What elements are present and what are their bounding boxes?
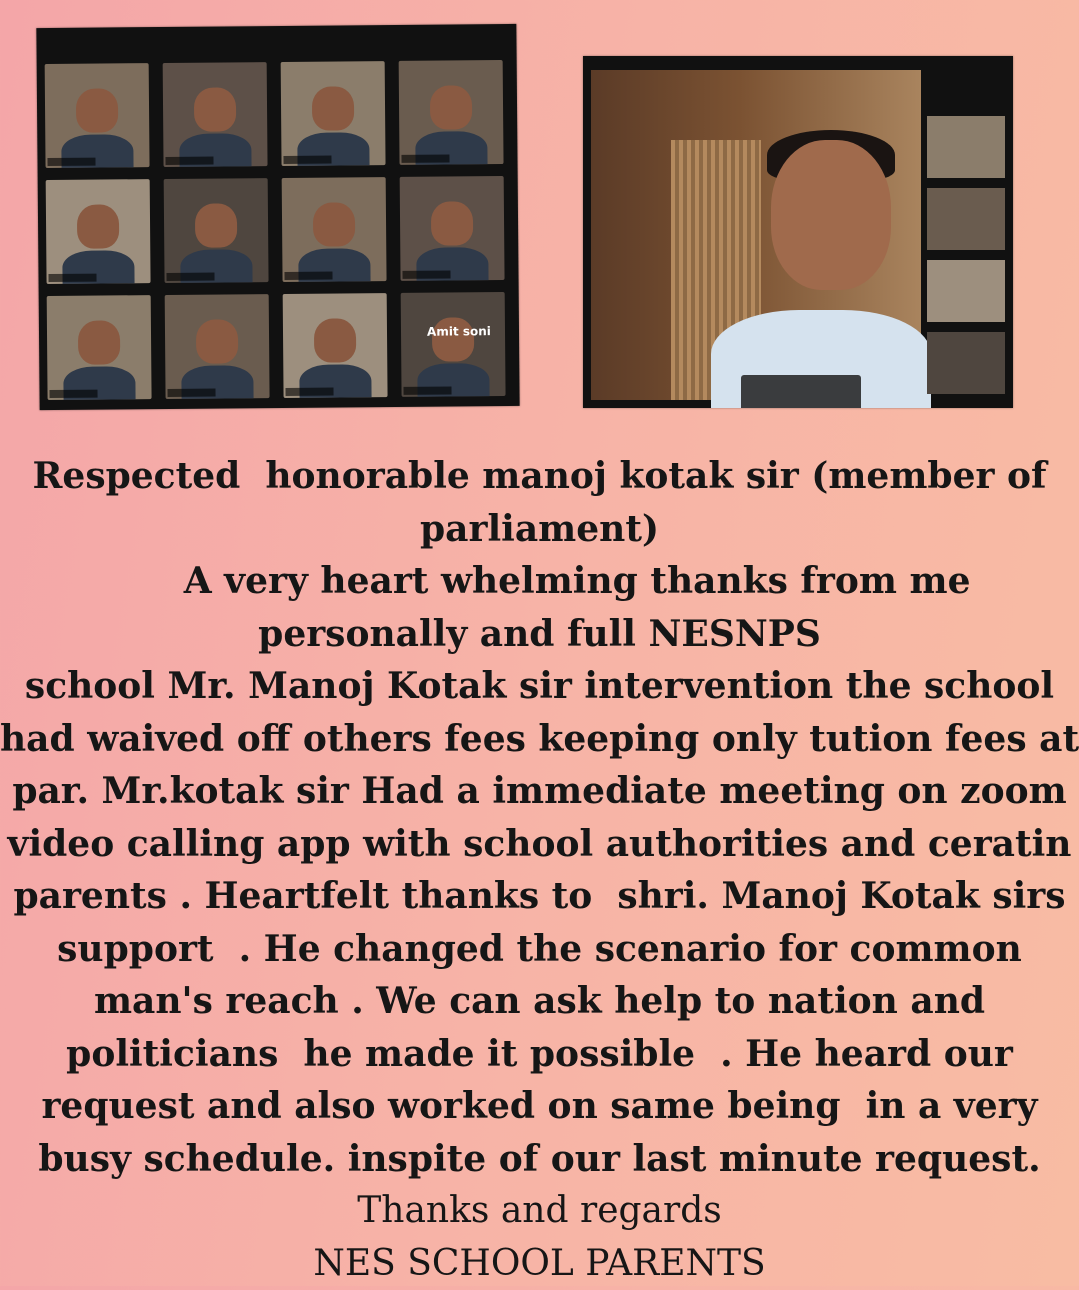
message-line: man's reach . We can ask help to nation and (0, 975, 1079, 1028)
message-line: parents . Heartfelt thanks to shri. Manoj Kotak sirs (0, 870, 1079, 923)
zoom-speaker-photo (583, 56, 1013, 408)
participant-tile (281, 61, 386, 166)
speaker-video (591, 70, 921, 400)
message-line: request and also worked on same being in a very (0, 1080, 1079, 1133)
participant-tile (165, 294, 270, 399)
participant-name-tag (284, 272, 332, 280)
participant-tile (283, 293, 388, 398)
participant-name-tag (285, 388, 333, 396)
side-participant-tile (927, 116, 1005, 178)
message-line: school Mr. Manoj Kotak sir intervention the school (0, 660, 1079, 713)
participant-face (195, 203, 237, 247)
side-participant-tile (927, 260, 1005, 322)
side-participant-tile (927, 188, 1005, 250)
participant-face (76, 88, 118, 132)
message-line: video calling app with school authorities and ceratin (0, 818, 1079, 871)
signature: NES SCHOOL PARENTS (0, 1238, 1079, 1290)
participant-tile (47, 295, 152, 400)
zoom-grid-photo (36, 24, 519, 410)
message-line: personally and full NESNPS (0, 608, 1079, 661)
participant-tile (45, 63, 150, 168)
message-line: par. Mr.kotak sir Had a immediate meeting on zoom (0, 765, 1079, 818)
message-line: support . He changed the scenario for common (0, 923, 1079, 976)
speaker-face (771, 140, 891, 290)
participant-face (78, 320, 120, 364)
participant-name-tag (165, 157, 213, 165)
side-participant-strip (927, 116, 1007, 406)
participant-tile (400, 176, 505, 281)
message-line: busy schedule. inspite of our last minute request. (0, 1133, 1079, 1186)
participant-name-tag (48, 274, 96, 282)
participant-tile (282, 177, 387, 282)
thank-you-message (0, 450, 1079, 1290)
participant-name-tag (50, 390, 98, 398)
participant-tile (163, 62, 268, 167)
signoff: Thanks and regards (0, 1185, 1079, 1238)
participant-face (194, 87, 236, 131)
participant-face (430, 85, 472, 129)
participant-face (313, 202, 355, 246)
participant-name-tag (402, 270, 450, 278)
participant-tile (46, 179, 151, 284)
participant-face (431, 201, 473, 245)
participant-tile (164, 178, 269, 283)
message-line: A very heart whelming thanks from me (0, 555, 1079, 608)
participant-face (77, 204, 119, 248)
participant-face (312, 86, 354, 130)
participant-name-tag (401, 155, 449, 163)
participant-face (196, 319, 238, 363)
participant-tile (401, 292, 506, 397)
message-line: had waived off others fees keeping only tution fees at (0, 713, 1079, 766)
participant-name-tag (403, 386, 451, 394)
participant-name-tag (283, 156, 331, 164)
participant-grid (36, 24, 516, 28)
participant-name-tag (167, 389, 215, 397)
participant-name-tag (47, 158, 95, 166)
participant-name-label: Amit soni (427, 324, 491, 339)
message-line: parliament) (0, 503, 1079, 556)
participant-tile (284, 409, 389, 410)
side-participant-tile (927, 332, 1005, 394)
participant-name-tag (166, 273, 214, 281)
participant-face (314, 318, 356, 362)
participant-tile (399, 60, 504, 165)
message-line: politicians he made it possible . He heard our (0, 1028, 1079, 1081)
chat-notification (741, 375, 861, 408)
message-line: Respected honorable manoj kotak sir (member of (0, 450, 1079, 503)
